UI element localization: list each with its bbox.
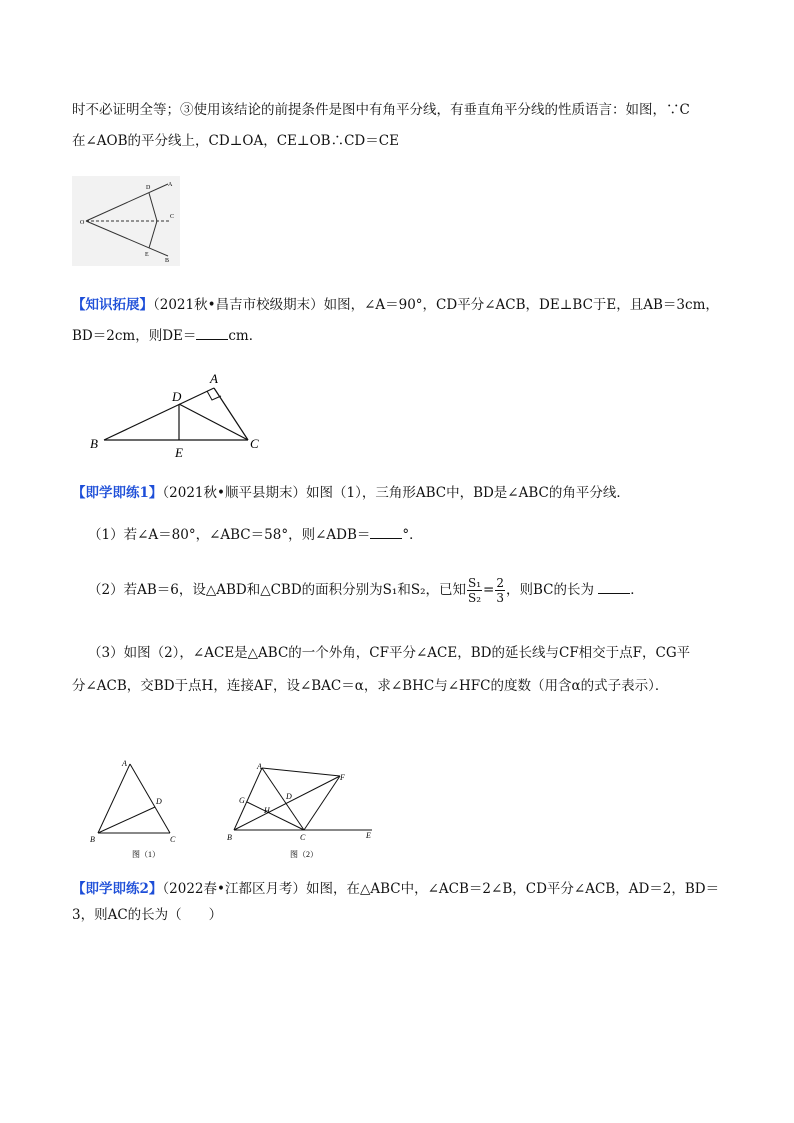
q3-text-1: （2022春•江都区月考）如图，在△ABC中，∠ACB＝2∠B，CD平分∠ACB，AD＝2，BD＝	[162, 881, 720, 897]
figure-angle-bisector	[72, 176, 180, 266]
fig0-label-d: D	[146, 185, 151, 191]
q1-text-2-post: cm．	[228, 328, 263, 344]
q2-line-1	[72, 484, 630, 502]
q2-part-3-line-2: 分∠ACB，交BD于点H，连接AF，设∠BAC＝α，求∠BHC与∠HFC的度数（用含α的式子表示）．	[72, 678, 669, 694]
fig-2-label-g: G	[239, 796, 245, 805]
q2-p1-pre: （1）若∠A＝80°，∠ABC＝58°，则∠ADB＝	[88, 527, 371, 543]
fig-1-label-d: D	[156, 797, 162, 806]
q2-p2-den: S₂	[468, 591, 482, 605]
fig-2-label-f: F	[340, 773, 345, 782]
fig1q-label-e: E	[175, 445, 183, 460]
fig-2-label-c: C	[300, 833, 306, 842]
q2-part-2	[88, 570, 644, 610]
q2-p2-fraction-s	[467, 576, 482, 605]
fig1q-label-c: C	[250, 436, 259, 451]
q2-p2-pre: （2）若AB＝6，设△ABD和△CBD的面积分别为S₁和S₂，已知	[88, 582, 466, 598]
fig-2-label-h: H	[264, 806, 270, 815]
q2-p2-num2: 2	[496, 576, 504, 590]
q1-answer-blank[interactable]	[196, 327, 228, 340]
fig-2-label-e: E	[366, 831, 371, 840]
q3-tag: 【即学即练2】	[72, 881, 163, 897]
fig-1-caption: 图（1）	[132, 850, 160, 859]
fig-1-label-b: B	[90, 835, 95, 844]
figure-2-svg	[222, 760, 380, 864]
fig-2-label-a: A	[257, 762, 262, 771]
fig1q-label-d: D	[172, 389, 182, 404]
q1-line-2	[72, 327, 262, 345]
intro-line-1: 时不必证明全等；③使用该结论的前提条件是图中有角平分线，有垂直角平分线的性质语言：如图，∵C	[72, 102, 690, 118]
q2-part-3-line-1: （3）如图（2），∠ACE是△ABC的一个外角，CF平分∠ACE，BD的延长线与CF相交于点F，CG平	[88, 645, 691, 661]
q2-p2-num: S₁	[468, 576, 482, 590]
q2-p2-blank[interactable]	[598, 581, 630, 594]
figure-1-triangle	[86, 756, 196, 862]
q2-p2-den2: 3	[496, 591, 504, 605]
fig-1-label-c: C	[170, 835, 176, 844]
fig-1-label-a: A	[122, 759, 127, 768]
q1-line-1	[72, 296, 719, 314]
q2-tag: 【即学即练1】	[72, 485, 163, 501]
fig0-label-b: B	[165, 258, 170, 264]
q2-p2-fraction-ratio	[495, 576, 505, 605]
q2-p1-blank[interactable]	[370, 526, 402, 539]
figure-right-triangle-svg	[86, 368, 266, 463]
q2-part-1	[88, 526, 423, 544]
fig0-label-e: E	[145, 252, 149, 258]
fig-2-caption: 图（2）	[290, 850, 318, 859]
q2-p2-post: ，则BC的长为	[505, 582, 594, 598]
fig0-label-o: O	[80, 220, 85, 226]
intro-line-2: 在∠AOB的平分线上，CD⊥OA，CE⊥OB∴CD＝CE	[72, 133, 399, 149]
q1-text-2-pre: BD＝2cm，则DE＝	[72, 328, 197, 344]
q1-tag: 【知识拓展】	[72, 297, 153, 313]
figure-right-triangle	[86, 368, 266, 463]
q2-p2-eq: =	[483, 582, 495, 598]
q1-text-1: （2021秋•昌吉市校级期末）如图，∠A＝90°，CD平分∠ACB，DE⊥BC于E，且AB＝3cm，	[153, 297, 719, 313]
q2-p2-period: ．	[630, 582, 644, 598]
fig-2-label-d: D	[286, 792, 292, 801]
figure-1-svg	[86, 756, 196, 862]
fig0-label-c: C	[170, 214, 175, 220]
figure-2-triangle	[222, 760, 380, 864]
fig0-label-a: A	[168, 182, 173, 188]
q2-p1-post: °．	[402, 527, 423, 543]
fig-2-label-b: B	[227, 833, 232, 842]
q3-line-1	[72, 880, 719, 898]
fig1q-label-a: A	[210, 371, 218, 386]
fig1q-label-b: B	[90, 436, 98, 451]
q2-text-1: （2021秋•顺平县期末）如图（1），三角形ABC中，BD是∠ABC的角平分线．	[162, 485, 630, 501]
figure-angle-bisector-svg	[72, 176, 180, 266]
q3-line-2: 3，则AC的长为（ ）	[72, 907, 223, 923]
